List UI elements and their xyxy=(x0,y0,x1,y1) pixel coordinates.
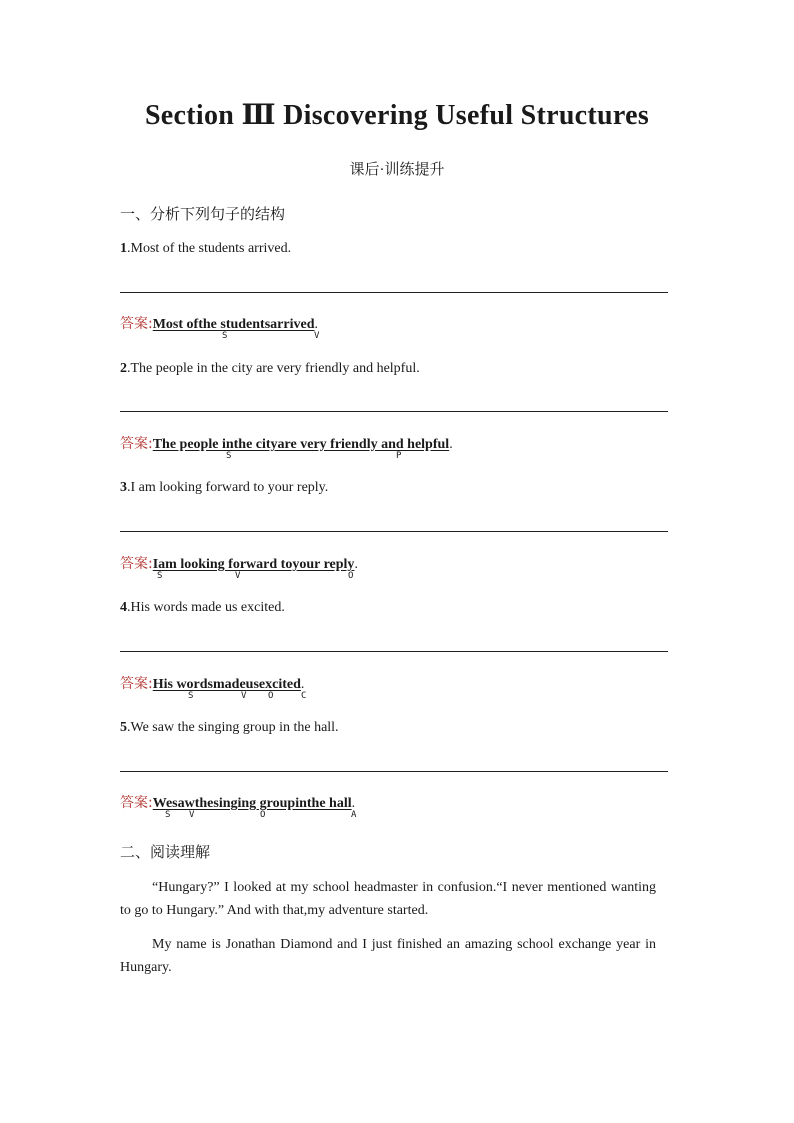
reading-passage xyxy=(120,876,656,979)
question-text: .I am looking forward to your reply. xyxy=(127,480,329,495)
grammar-mark: V xyxy=(314,331,320,341)
question-5 xyxy=(120,720,339,736)
section-heading-analysis: 一、分析下列句子的结构 xyxy=(120,205,286,223)
question-text: .We saw the singing group in the hall. xyxy=(127,720,339,735)
question-number: 5 xyxy=(120,720,127,735)
grammar-mark: S xyxy=(188,691,194,701)
passage-paragraph: “Hungary?” I looked at my school headmaster in confusion.“I never mentioned wanting to go to Hungary.” And with that,my adventure started. xyxy=(120,880,656,918)
answer-line xyxy=(120,292,668,293)
question-number: 4 xyxy=(120,600,127,615)
grammar-mark: C xyxy=(301,691,307,701)
answer-text: Iam looking forward toyour reply xyxy=(152,557,355,572)
question-number: 3 xyxy=(120,480,127,495)
answer-period: . xyxy=(314,317,318,332)
question-text: .His words made us excited. xyxy=(127,600,285,615)
answer-label: 答案: xyxy=(120,556,153,572)
grammar-mark: O xyxy=(268,691,274,701)
question-number: 2 xyxy=(120,361,127,376)
grammar-mark: O xyxy=(260,810,266,820)
answer-text: His wordsmadeusexcited xyxy=(152,677,301,692)
question-text: .The people in the city are very friendly and helpful. xyxy=(127,361,420,376)
question-2 xyxy=(120,361,420,377)
answer-label: 答案: xyxy=(120,316,153,332)
page-title: Section Ⅲ Discovering Useful Structures xyxy=(144,100,650,131)
grammar-mark: S xyxy=(157,571,163,581)
page-subtitle: 课后·训练提升 xyxy=(349,162,445,178)
answer-5 xyxy=(120,792,355,812)
section-heading-reading: 二、阅读理解 xyxy=(120,843,211,861)
answer-line xyxy=(120,771,668,772)
grammar-mark: S xyxy=(165,810,171,820)
passage-paragraph: My name is Jonathan Diamond and I just finished an amazing school exchange year in Hungary. xyxy=(120,937,656,975)
question-3 xyxy=(120,480,328,496)
answer-line xyxy=(120,411,668,412)
grammar-mark: V xyxy=(241,691,247,701)
answer-period: . xyxy=(354,557,358,572)
grammar-mark: V xyxy=(189,810,195,820)
grammar-mark: P xyxy=(396,451,402,461)
question-number: 1 xyxy=(120,241,127,256)
answer-label: 答案: xyxy=(120,436,153,452)
grammar-mark: S xyxy=(222,331,228,341)
answer-period: . xyxy=(449,437,453,452)
grammar-mark: V xyxy=(235,571,241,581)
question-4 xyxy=(120,600,285,616)
answer-2 xyxy=(120,433,453,453)
answer-1 xyxy=(120,313,318,333)
answer-line xyxy=(120,651,668,652)
answer-text: Most ofthe studentsarrived xyxy=(152,317,315,332)
question-1 xyxy=(120,241,291,257)
question-text: .Most of the students arrived. xyxy=(127,241,292,256)
answer-text: Wesawthesinging groupinthe hall xyxy=(152,796,352,811)
answer-label: 答案: xyxy=(120,676,153,692)
answer-3 xyxy=(120,553,358,573)
answer-line xyxy=(120,531,668,532)
answer-period: . xyxy=(300,677,305,692)
grammar-mark: O xyxy=(348,571,354,581)
answer-text: The people inthe cityare very friendly and helpful xyxy=(152,437,450,452)
grammar-mark: A xyxy=(351,810,357,820)
grammar-mark: S xyxy=(226,451,232,461)
answer-4 xyxy=(120,673,304,693)
answer-label: 答案: xyxy=(120,795,153,811)
answer-period: . xyxy=(351,796,356,811)
